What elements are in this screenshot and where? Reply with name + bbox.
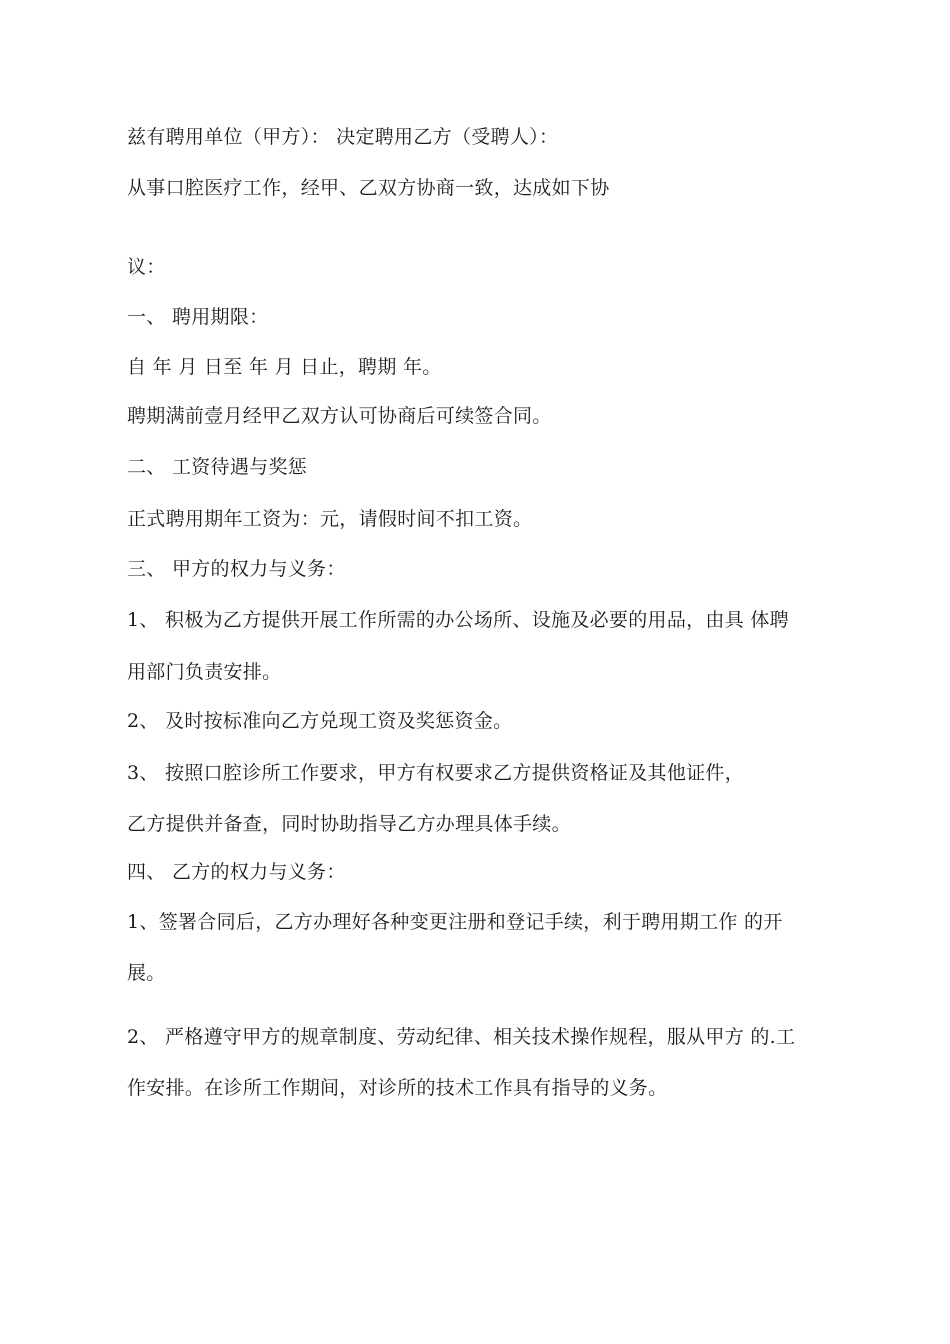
text-line: 展。 [127, 962, 166, 984]
text-line: 自 年 月 日至 年 月 日止，聘期 年。 [127, 356, 442, 378]
text-line: 2、 及时按标准向乙方兑现工资及奖惩资金。 [127, 710, 513, 732]
text-line: 用部门负责安排。 [127, 661, 282, 683]
text-line: 正式聘用期年工资为：元，请假时间不扣工资。 [127, 508, 533, 530]
text-line: 议： [127, 256, 166, 278]
text-line: 3、 按照口腔诊所工作要求，甲方有权要求乙方提供资格证及其他证件， [127, 762, 745, 784]
text-line: 从事口腔医疗工作，经甲、乙双方协商一致，达成如下协 [127, 177, 610, 199]
text-line: 1、签署合同后，乙方办理好各种变更注册和登记手续，利于聘用期工作 的开 [127, 911, 783, 933]
section-heading: 一、 聘用期限： [127, 306, 269, 328]
text-line: 乙方提供并备查，同时协助指导乙方办理具体手续。 [127, 813, 571, 835]
text-line: 兹有聘用单位（甲方）： 决定聘用乙方（受聘人）： [127, 126, 559, 148]
text-line: 2、 严格遵守甲方的规章制度、劳动纪律、相关技术操作规程，服从甲方 的.工 [127, 1026, 796, 1048]
section-heading: 三、 甲方的权力与义务： [127, 558, 346, 580]
text-line: 作安排。在诊所工作期间，对诊所的技术工作具有指导的义务。 [127, 1077, 668, 1099]
text-line: 聘期满前壹月经甲乙双方认可协商后可续签合同。 [127, 405, 552, 427]
section-heading: 二、 工资待遇与奖惩 [127, 456, 308, 478]
text-line: 1、 积极为乙方提供开展工作所需的办公场所、设施及必要的用品，由具 体聘 [127, 609, 789, 631]
section-heading: 四、 乙方的权力与义务： [127, 861, 346, 883]
